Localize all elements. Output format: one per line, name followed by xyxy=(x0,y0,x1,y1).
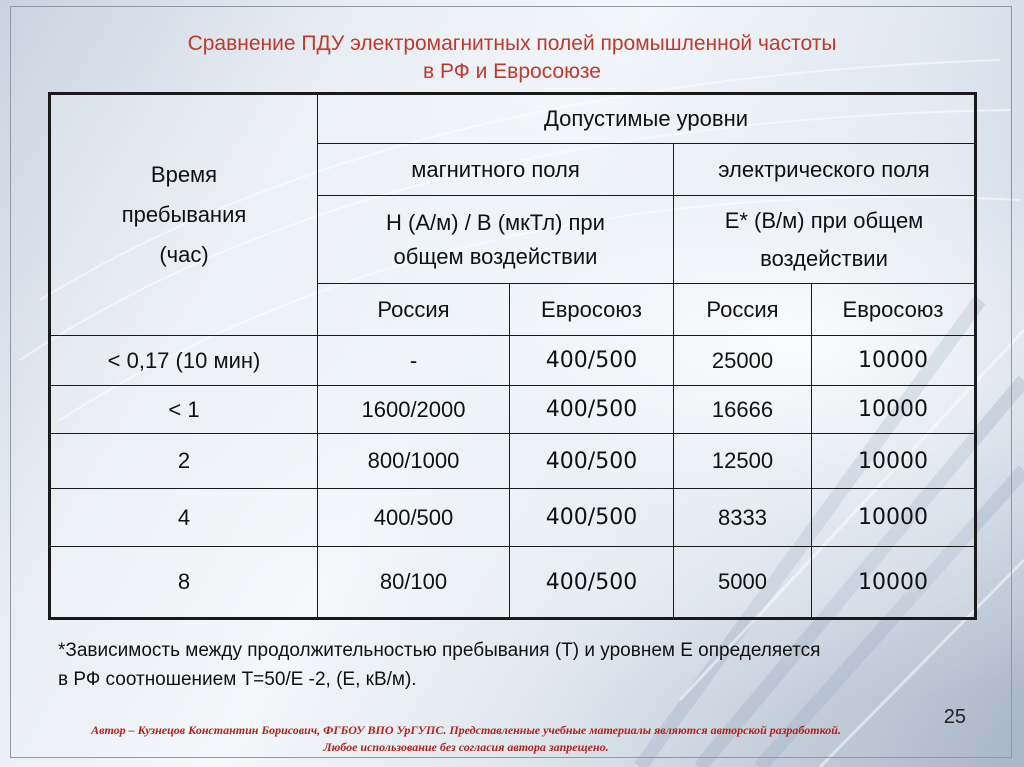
header-magnetic-units xyxy=(318,196,674,284)
cell-time: 8 xyxy=(50,547,318,619)
footnote-line-1: *Зависимость между продолжительностью пребывания (Т) и уровнем Е определяется xyxy=(58,640,821,661)
footnote-line-2: в РФ соотношением Т=50/Е -2, (Е, кВ/м). xyxy=(58,669,417,690)
header-electric-field: электрического поля xyxy=(674,144,976,196)
header-exposure-time xyxy=(50,94,318,336)
cell-e-russia: 5000 xyxy=(674,547,812,619)
title-line-2: в РФ и Евросоюзе xyxy=(423,60,601,83)
header-allowed-levels: Допустимые уровни xyxy=(318,94,976,144)
cell-h-russia: 80/100 xyxy=(318,547,510,619)
cell-e-eu: 10000 xyxy=(812,434,976,489)
table-row xyxy=(50,489,976,547)
cell-time: < 0,17 (10 мин) xyxy=(50,336,318,386)
header-magnetic-eu: Евросоюз xyxy=(510,284,674,336)
author-line-2: Любое использование без согласия автора запрещено. xyxy=(323,740,609,754)
comparison-table xyxy=(48,92,977,620)
cell-e-russia: 12500 xyxy=(674,434,812,489)
cell-h-russia: 400/500 xyxy=(318,489,510,547)
page-number: 25 xyxy=(943,706,966,728)
magnetic-units-line-1: H (А/м) / B (мкТл) при xyxy=(386,209,605,235)
cell-h-russia: 800/1000 xyxy=(318,434,510,489)
table-row xyxy=(50,336,976,386)
cell-h-eu: 400/500 xyxy=(510,434,674,489)
slide-title xyxy=(0,30,1024,86)
cell-e-eu: 10000 xyxy=(812,386,976,434)
author-credit xyxy=(0,722,932,756)
header-electric-units xyxy=(674,196,976,284)
cell-e-eu: 10000 xyxy=(812,547,976,619)
electric-units-line-2: воздействии xyxy=(760,245,888,271)
cell-h-russia: - xyxy=(318,336,510,386)
cell-time: < 1 xyxy=(50,386,318,434)
magnetic-units-line-2: общем воздействии xyxy=(393,243,598,269)
cell-e-eu: 10000 xyxy=(812,489,976,547)
header-time-line-2: пребывания xyxy=(121,202,247,227)
cell-e-russia: 16666 xyxy=(674,386,812,434)
cell-h-eu: 400/500 xyxy=(510,386,674,434)
table-row xyxy=(50,547,976,619)
header-time-line-1: Время xyxy=(150,162,218,187)
cell-time: 4 xyxy=(50,489,318,547)
header-magnetic-field: магнитного поля xyxy=(318,144,674,196)
author-line-1: Автор – Кузнецов Константин Борисович, ФГБОУ ВПО УрГУПС. Представленные учебные материалы являются авторской разработкой. xyxy=(91,723,841,737)
cell-h-eu: 400/500 xyxy=(510,547,674,619)
electric-units-line-1: E* (В/м) при общем xyxy=(724,207,924,233)
cell-e-eu: 10000 xyxy=(812,336,976,386)
cell-h-eu: 400/500 xyxy=(510,336,674,386)
table-row xyxy=(50,434,976,489)
cell-h-eu: 400/500 xyxy=(510,489,674,547)
cell-e-russia: 25000 xyxy=(674,336,812,386)
header-electric-eu: Евросоюз xyxy=(812,284,976,336)
title-line-1: Сравнение ПДУ электромагнитных полей промышленной частоты xyxy=(187,32,837,55)
footnote xyxy=(58,636,998,694)
header-electric-russia: Россия xyxy=(674,284,812,336)
header-magnetic-russia: Россия xyxy=(318,284,510,336)
cell-time: 2 xyxy=(50,434,318,489)
header-time-line-3: (час) xyxy=(159,242,209,267)
cell-h-russia: 1600/2000 xyxy=(318,386,510,434)
table-row xyxy=(50,386,976,434)
cell-e-russia: 8333 xyxy=(674,489,812,547)
